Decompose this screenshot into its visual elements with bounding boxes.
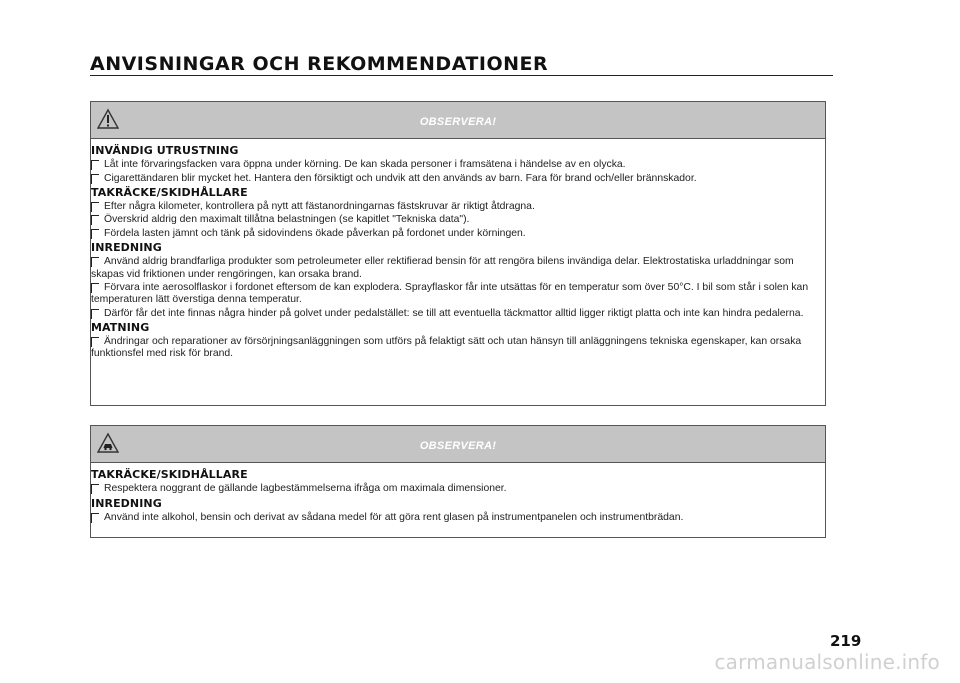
bullet-icon xyxy=(91,283,99,291)
warning-box-2-body xyxy=(91,463,825,524)
warning-box-1-header xyxy=(91,102,825,139)
section-heading: TAKRÄCKE/SKIDHÅLLARE xyxy=(91,468,248,481)
list-item: Använd inte alkohol, bensin och derivat av sådana medel för att göra rent glasen på instrumentpanelen och instrumentbrädan. xyxy=(91,512,825,524)
bullet-icon xyxy=(91,484,99,492)
list-item: Förvara inte aerosolflaskor i fordonet eftersom de kan explodera. Sprayflaskor får inte utsättas för en temperatur som över 50°C. I bil som står i solen kan temperaturen lätt överstiga denna temperatur. xyxy=(91,281,809,306)
page-title: ANVISNINGAR OCH REKOMMENDATIONER xyxy=(90,53,549,75)
list-item: Fördela lasten jämnt och tänk på sidovindens ökade påverkan på fordonet under körningen. xyxy=(91,228,825,240)
list-item: Använd aldrig brandfarliga produkter som petroleumeter eller rektifierad bensin för att rengöra bilens invändiga delar. Elektrostatiska urladdningar som skapas vid friktionen under rengöringen, kan orsaka brand. xyxy=(91,256,794,280)
list-item: Respektera noggrant de gällande lagbestämmelserna ifråga om maximala dimensioner. xyxy=(91,483,825,495)
list-item: Överskrid aldrig den maximalt tillåtna belastningen (se kapitlet "Tekniska data"). xyxy=(91,214,825,226)
section-heading: MATNING xyxy=(91,320,150,334)
bullet-icon xyxy=(91,337,99,345)
warning-box-1-title: OBSERVERA! xyxy=(419,116,497,128)
section-heading: INREDNING xyxy=(91,496,162,510)
section-heading: INREDNING xyxy=(91,241,162,255)
bullet-icon xyxy=(91,160,99,168)
warning-box-1 xyxy=(90,101,826,406)
bullet-icon xyxy=(91,229,99,237)
title-divider xyxy=(90,75,833,76)
warning-box-1-body xyxy=(91,139,825,361)
bullet-icon xyxy=(91,202,99,210)
list-item: Ändringar och reparationer av försörjningsanläggningen som utförs på felaktigt sätt och utan hänsyn till anläggningens tekniska egenskaper, kan orsaka funktionsfel med risk för brand. xyxy=(91,336,802,360)
warning-box-2 xyxy=(90,425,826,538)
warning-box-2-header xyxy=(91,426,825,463)
watermark: carmanualsonline.info xyxy=(714,650,940,674)
bullet-icon xyxy=(91,174,99,182)
list-item: Därför får det inte finnas några hinder på golvet under pedalstället: se till att eventuella täckmattor alltid ligger riktigt platta och inte kan hindra pedalerna. xyxy=(91,308,825,320)
list-item: Låt inte förvaringsfacken vara öppna under körning. De kan skada personer i framsätena i händelse av en olycka. xyxy=(91,159,825,171)
list-item: Cigarettändaren blir mycket het. Hantera den försiktigt och undvik att den används av barn. Fara för brand och/eller brännskador. xyxy=(91,173,825,185)
warning-box-2-title: OBSERVERA! xyxy=(419,440,497,452)
bullet-icon xyxy=(91,257,99,265)
bullet-icon xyxy=(91,215,99,223)
page-number: 219 xyxy=(830,632,862,650)
list-item: Efter några kilometer, kontrollera på nytt att fästanordningarnas fästskruvar är riktigt åtdragna. xyxy=(91,201,825,213)
section-heading: INVÄNDIG UTRUSTNING xyxy=(91,144,239,157)
section-heading: TAKRÄCKE/SKIDHÅLLARE xyxy=(91,185,248,199)
bullet-icon xyxy=(91,513,99,521)
bullet-icon xyxy=(91,309,99,317)
